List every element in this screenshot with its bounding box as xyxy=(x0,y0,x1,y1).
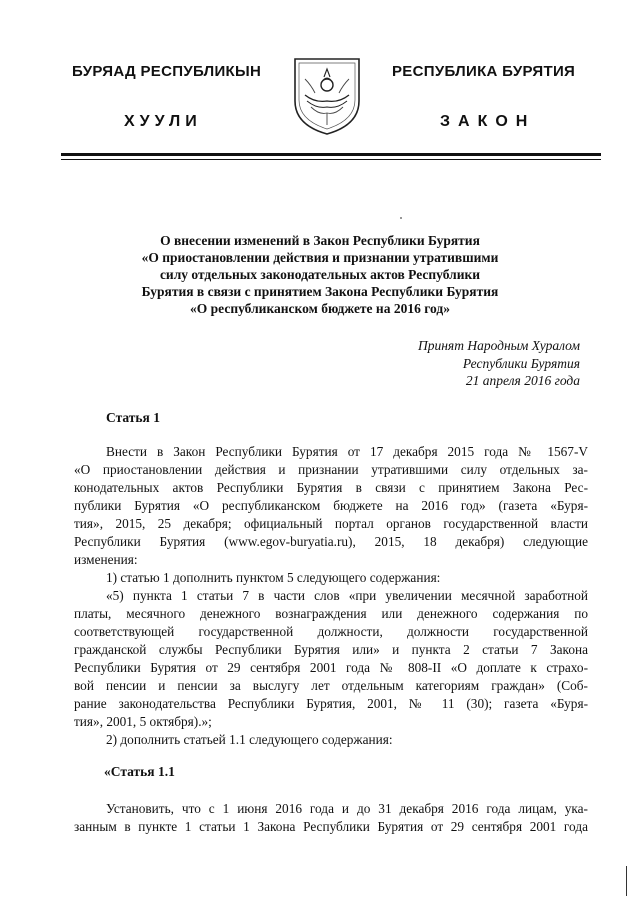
body-line: 1) статью 1 дополнить пунктом 5 следующего содержания: xyxy=(106,570,441,585)
adoption-info xyxy=(418,337,580,390)
body-line: платы, месячного денежного вознаграждения или денежного содержания по xyxy=(74,606,588,621)
body-line: рание законодательства Республики Бурятия, 2001, № 11 (30); газета «Буря- xyxy=(74,696,588,711)
header-left-law: ХУУЛИ xyxy=(124,113,202,130)
body-line: 2) дополнить статьей 1.1 следующего содержания: xyxy=(106,732,393,747)
header-right-law: ЗАКОН xyxy=(440,113,536,130)
body-line: «5) пункта 1 статьи 7 в части слов «при увеличении месячной заработной xyxy=(106,588,588,603)
body-line: Республики Бурятия от 29 сентября 2001 года № 808-II «О доплате к страхо- xyxy=(74,660,588,675)
title-line: Бурятия в связи с принятием Закона Республики Бурятия xyxy=(141,284,499,299)
page-edge-mark xyxy=(626,866,627,896)
body-line: Установить, что с 1 июня 2016 года и до 31 декабря 2016 года лицам, ука- xyxy=(106,801,588,816)
header-left-republic: БУРЯАД РЕСПУБЛИКЫН xyxy=(72,63,262,80)
article-1-1-body xyxy=(74,800,588,836)
adoption-date: 21 апреля 2016 года xyxy=(465,373,580,388)
buryatia-coat-of-arms-icon xyxy=(291,55,363,137)
body-line: конодательных актов Республики Бурятия в связи с принятием Закона Рес- xyxy=(74,480,588,495)
article-1-1-heading: «Статья 1.1 xyxy=(104,764,175,779)
law-title xyxy=(100,232,540,317)
article-1-heading: Статья 1 xyxy=(106,410,160,425)
body-line: «О приостановлении действия и признании утратившими силу отдельных за- xyxy=(74,462,588,477)
article-1-body xyxy=(74,443,588,749)
title-line: силу отдельных законодательных актов Республики xyxy=(159,267,481,282)
adoption-line: Принят Народным Хуралом xyxy=(417,338,580,353)
body-line: Республики Бурятия (www.egov-buryatia.ru), 2015, 18 декабря) следующие xyxy=(74,534,588,549)
body-line: гражданской службы Республики Бурятия или» и пункта 2 статьи 7 Закона xyxy=(74,642,588,657)
body-line: занным в пункте 1 статьи 1 Закона Республики Бурятия от 29 сентября 2001 года xyxy=(74,819,588,834)
scan-speck xyxy=(400,217,402,219)
body-line: тия», 2015, 25 декабря; официальный портал органов государственной власти xyxy=(74,516,588,531)
title-line: «О республиканском бюджете на 2016 год» xyxy=(190,301,450,316)
adoption-line: Республики Бурятия xyxy=(462,355,580,371)
body-line: вой пенсии и пенсии за выслугу лет отдельным категориям граждан» (Соб- xyxy=(74,678,588,693)
body-line: соответствующей государственной должности, должности государственной xyxy=(74,624,588,639)
body-line: изменения: xyxy=(74,552,138,567)
header-right-republic: РЕСПУБЛИКА БУРЯТИЯ xyxy=(392,63,576,80)
title-line: О внесении изменений в Закон Республики Бурятия xyxy=(160,233,480,248)
body-line: Внести в Закон Республики Бурятия от 17 декабря 2015 года № 1567-V xyxy=(106,444,588,459)
header-divider-thick xyxy=(61,153,601,156)
body-line: тия», 2001, 5 октября).»; xyxy=(74,714,212,729)
body-line: публики Бурятия «О республиканском бюджете на 2016 год» (газета «Буря- xyxy=(74,498,588,513)
title-line: «О приостановлении действия и признании утратившими xyxy=(141,250,499,265)
header-divider-thin xyxy=(61,159,601,160)
